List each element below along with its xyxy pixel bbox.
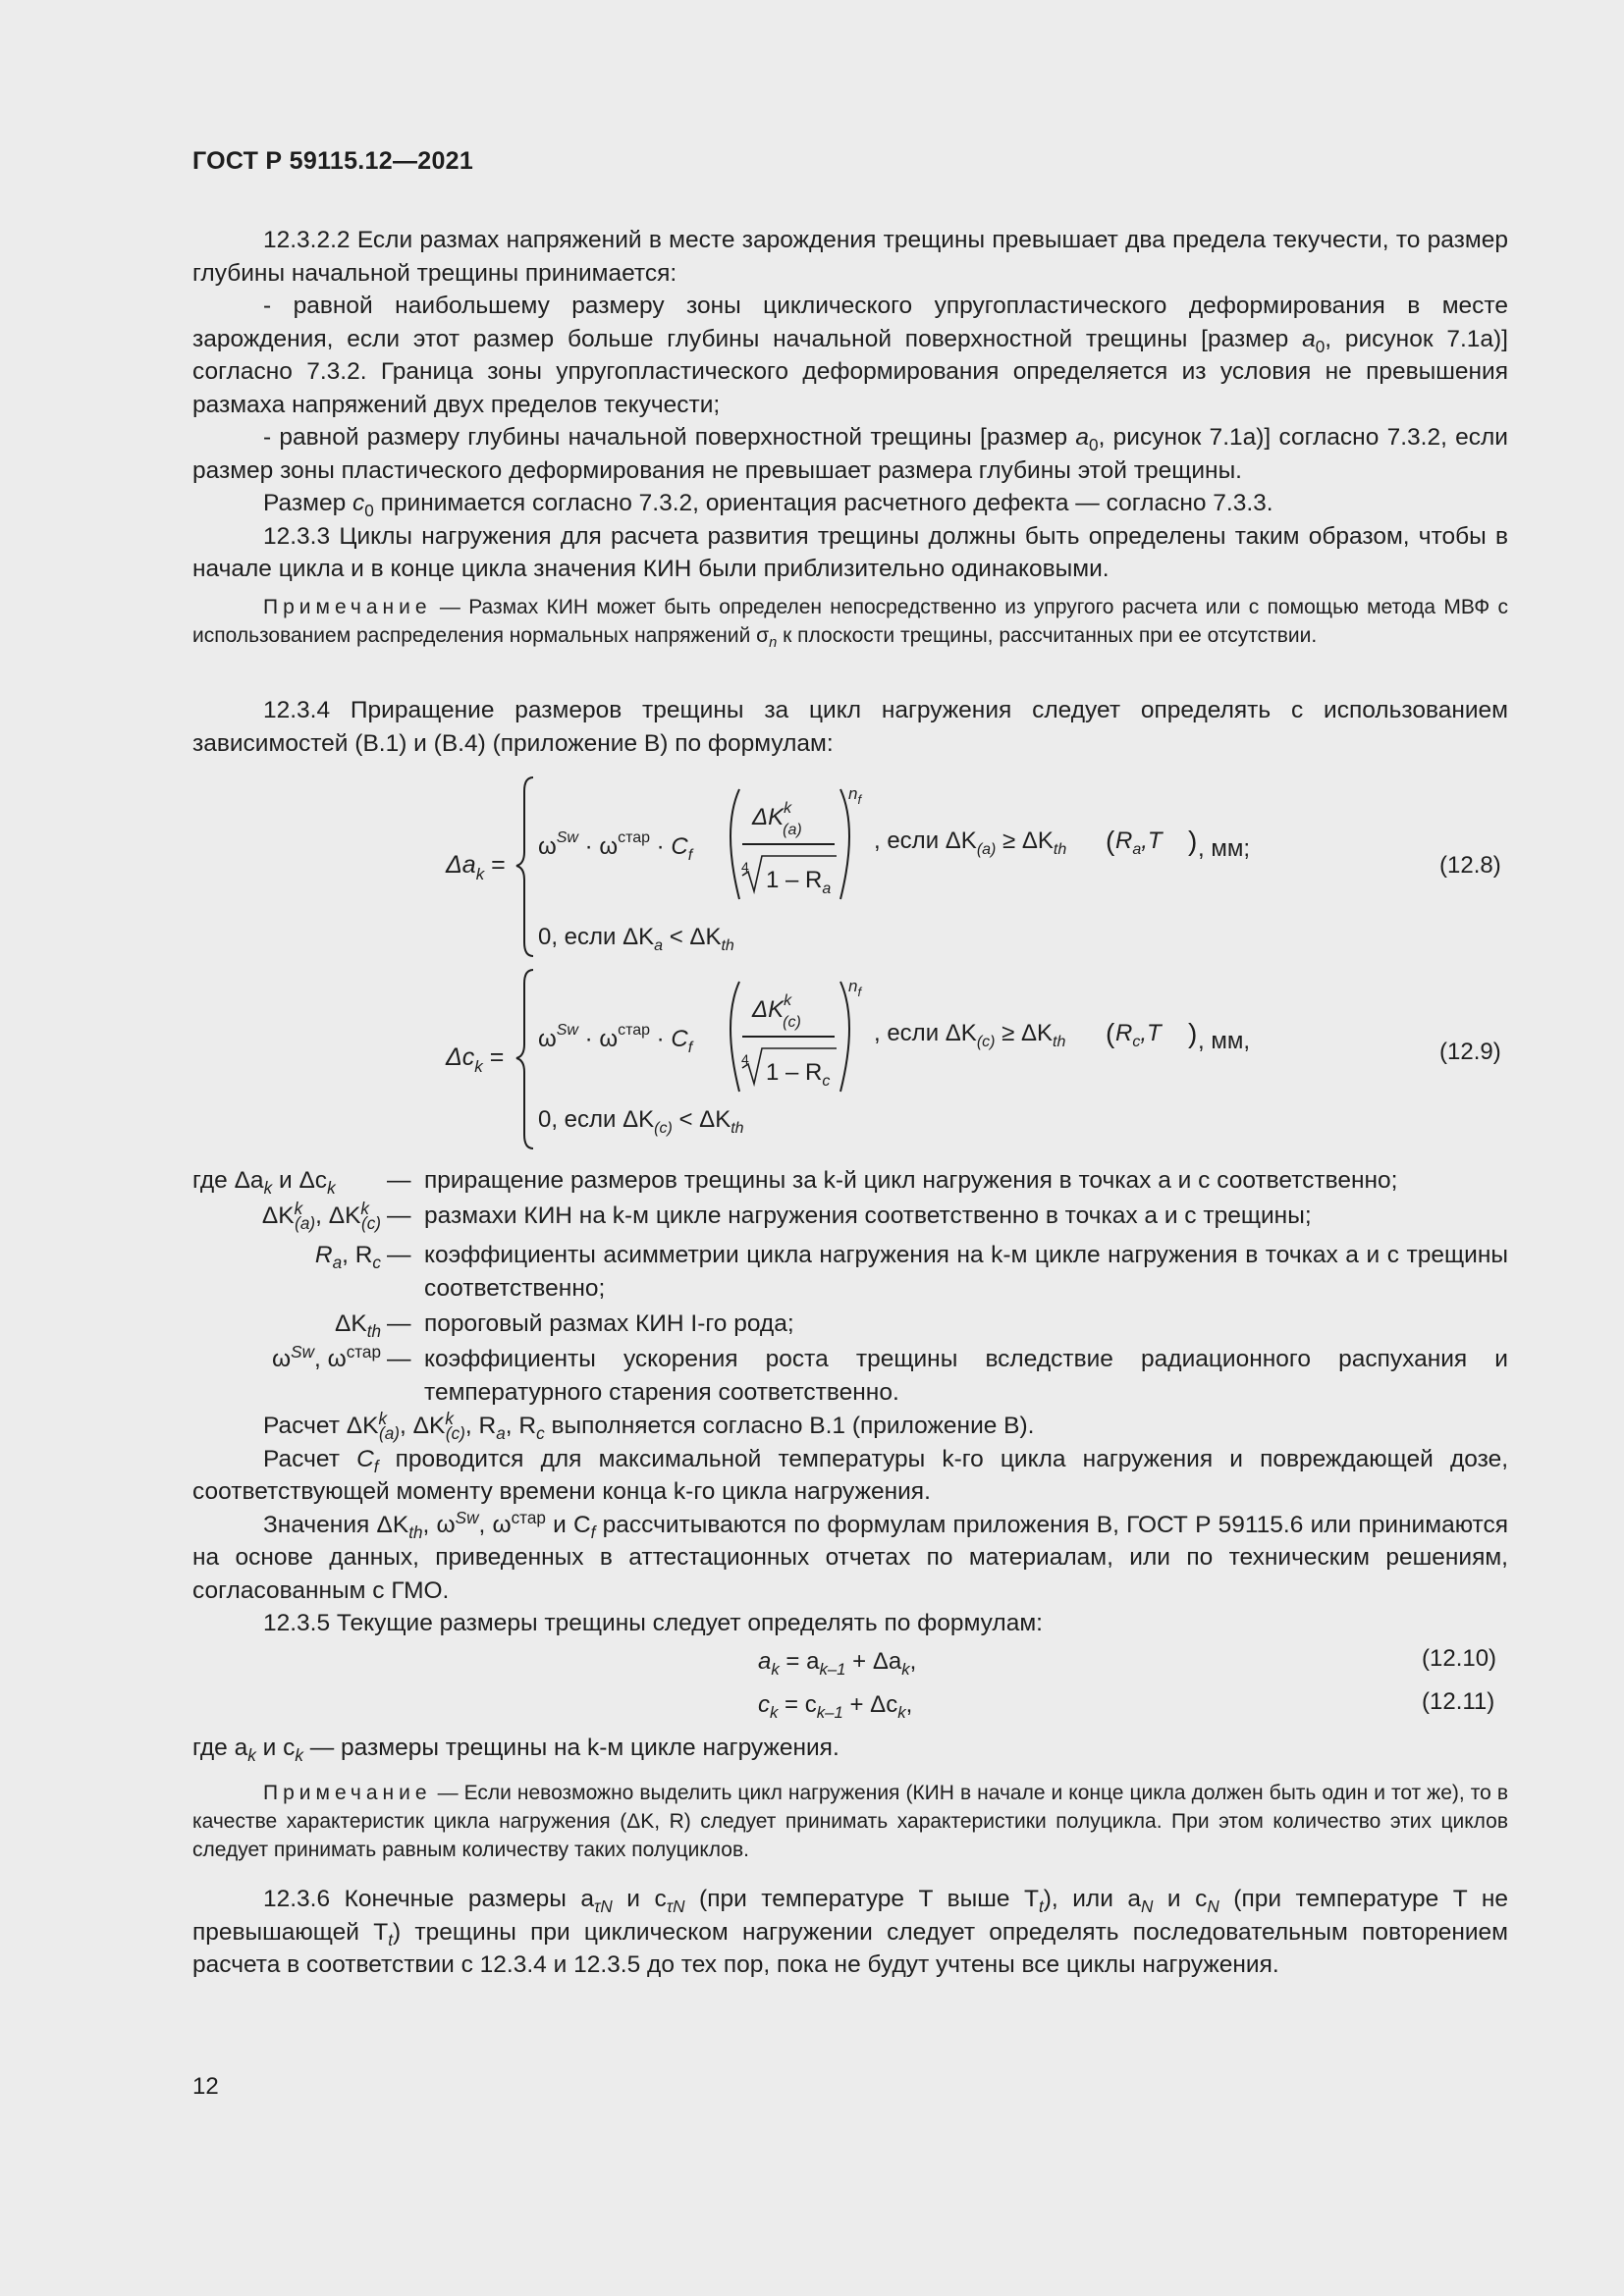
svg-text:Δck =: $\Delta c_k$ = bbox=[446, 1043, 505, 1076]
svg-text:(: ( bbox=[1106, 826, 1115, 856]
note-2: Примечание — Если невозможно выделить цикл нагружения (КИН в начале и конце цикла должен быть один и тот же), то в качестве характеристик цикла нагружения (ΔK, R) следует принимать характеристики полуцикла. При этом количество этих циклов следует принимать равным количеству таких полуциклов. bbox=[192, 1782, 1508, 1861]
paragraph-raschet-1: Расчет $\Delta K^k_{(a)}$, $\Delta K^k_{(c)}$, $R_a$, $R_c$ выполняется согласно В.1 (приложение В). bbox=[263, 1408, 1035, 1443]
formula-number-12-9: (12.9) bbox=[1439, 1039, 1501, 1065]
paragraph-raschet-2: Расчет $C_f$ проводится для максимальной температуры k-го цикла нагружения и повреждающей дозе, соответствующей моменту времени конца k-го цикла нагружения. bbox=[192, 1445, 1509, 1505]
formula-12-10: $a_k = a_{k-1} + \Delta a_k$, bbox=[758, 1648, 917, 1679]
document-header: ГОСТ Р 59115.12—2021 bbox=[192, 147, 474, 175]
paragraph-size-c0: Размер $c_0$ принимается согласно 7.3.2, ориентация расчетного дефекта — согласно 7.3.3. bbox=[263, 490, 1273, 520]
formula-12-11: $c_k = c_{k-1} + \Delta c_k$, bbox=[758, 1691, 913, 1722]
where-symbol: где $\Delta a_k$ и $\Delta c_k$ bbox=[192, 1167, 336, 1198]
svg-text:nf: $n_f$ bbox=[848, 977, 862, 999]
svg-text:ΔKk(a): $\Delta K^k$ (a) bbox=[752, 800, 802, 838]
where-description: пороговый размах КИН I-го рода; bbox=[424, 1310, 794, 1337]
svg-text:4: 4 bbox=[741, 859, 749, 875]
note-label: Примечание bbox=[263, 1782, 432, 1804]
where-symbol: $\Delta K_{th}$ bbox=[334, 1310, 381, 1341]
where-symbol: $\omega^{Sw}$, $\omega^{стар}$ bbox=[272, 1341, 381, 1372]
svg-text:, если ΔK(a) ≥ ΔKth: , если $\Delta K_{(a)} \ge \Delta K_{th}$ bbox=[874, 828, 1067, 858]
paragraph-where-ak: где $a_k$ и $c_k$ — размеры трещины на k-м цикле нагружения. bbox=[192, 1735, 839, 1765]
text-block-3 bbox=[192, 1410, 1508, 1640]
formula-number-12-11: (12.11) bbox=[1422, 1688, 1495, 1715]
svg-text:, если ΔK(c) ≥ ΔKth: , если $\Delta K_{(c)} \ge \Delta K_{th}$ bbox=[874, 1020, 1066, 1050]
paragraph-12-3-3: 12.3.3 Циклы нагружения для расчета развития трещины должны быть определены таким образом, чтобы в начале цикла и в конце цикла значения КИН были приблизительно одинаковыми. bbox=[192, 522, 1508, 582]
text-block-4 bbox=[192, 1732, 1508, 1765]
paragraph-12-3-5: 12.3.5 Текущие размеры трещины следует определять по формулам: bbox=[263, 1610, 1043, 1636]
where-description: коэффициенты асимметрии цикла нагружения на k-м цикле нагружения в точках a и c трещины соответственно; bbox=[424, 1242, 1508, 1302]
text-block-1 bbox=[192, 224, 1508, 586]
svg-text:): ) bbox=[1188, 826, 1198, 856]
svg-text:ωSw · ωстар · Cf: $\omega^{Sw} \cdot \omega^{стар} \cdot C_f$ bbox=[538, 1022, 693, 1056]
formula-12-9 bbox=[432, 962, 1296, 1153]
svg-text:1 – Rc: $1 - R_c$ bbox=[766, 1059, 831, 1090]
svg-text:): ) bbox=[1188, 1018, 1198, 1048]
svg-text:0, если ΔK(c) < ΔKth: 0, если $\Delta K_{(c)} < \Delta K_{th}$ bbox=[538, 1106, 744, 1137]
paragraph-12-3-4: 12.3.4 Приращение размеров трещины за цикл нагружения следует определять с использованием зависимостей (В.1) и (В.4) (приложение В) по формулам: bbox=[192, 697, 1508, 757]
svg-text:ωSw · ωстар · Cf: $\omega^{Sw} \cdot \omega^{стар} \cdot C_f$ bbox=[538, 829, 693, 864]
page-number: 12 bbox=[192, 2073, 219, 2100]
where-description: коэффициенты ускорения роста трещины вследствие радиационного распухания и температурного старения соответственно. bbox=[424, 1346, 1508, 1406]
svg-text:Δak =: $\Delta a_k$ = bbox=[446, 851, 506, 883]
text-block-5 bbox=[192, 1883, 1508, 1982]
where-description: приращение размеров трещины за k-й цикл нагружения в точках a и c соответственно; bbox=[424, 1167, 1398, 1194]
paragraph-12-3-6: 12.3.6 Конечные размеры $a_{\tau N}$ и $c_{\tau N}$ (при температуре T выше $T_t$), или $a_N$ и $c_N$ (при температуре T не превышающей $T_t$) трещины при циклическом нагружении следует определять последовательным повторением расчета в соответствии с 12.3.4 и 12.3.5 до тех пор, пока не будут учтены все циклы нагружения. bbox=[192, 1886, 1509, 1978]
paragraph-option-2: - равной размеру глубины начальной поверхностной трещины [размер $a_0$, рисунок 7.1а)] согласно 7.3.2, если размер зоны пластического деформирования не превышает размера глубины этой трещины. bbox=[192, 424, 1508, 484]
paragraph-values: Значения $\Delta K_{th}$, $\omega^{Sw}$, $\omega^{стар}$ и $C_f$ рассчитываются по формулам приложения В, ГОСТ Р 59115.6 или принимаются на основе данных, приведенных в аттестационных отчетах по материалам, или по техническим решениям, согласованным с ГМО. bbox=[192, 1507, 1508, 1604]
formula-number-12-10: (12.10) bbox=[1422, 1645, 1497, 1672]
svg-text:, мм,: , мм, bbox=[1198, 1028, 1251, 1054]
svg-text:1 – Ra: $1 - R_a$ bbox=[766, 867, 832, 897]
formula-number-12-8: (12.8) bbox=[1439, 852, 1501, 879]
text-block-2 bbox=[192, 694, 1508, 760]
formula-12-8 bbox=[432, 770, 1296, 961]
svg-text:0, если ΔKa < ΔKth: 0, если $\Delta K_a < \Delta K_{th}$ bbox=[538, 924, 734, 954]
note-label: Примечание bbox=[263, 596, 432, 618]
where-description: размахи КИН на k-м цикле нагружения соответственно в точках a и c трещины; bbox=[424, 1202, 1312, 1229]
svg-text:Ra,T: $R_a,T$ bbox=[1115, 828, 1163, 858]
paragraph-12-3-2-2: 12.3.2.2 Если размах напряжений в месте зарождения трещины превышает два предела текучести, то размер глубины начальной трещины принимается: bbox=[192, 227, 1508, 287]
document-page: ГОСТ Р 59115.12—2021 12.3.2.2 Если размах напряжений в месте зарождения трещины превышает два предела текучести, то размер глубины начальной трещины принимается: - равной наибольшему размеру зоны циклического упругопластического деформирования в месте зарождения, если этот размер больше глубины начальной поверхностной трещины [размер $a_0$, рисунок 7.1а)] согласно 7.3.2. Граница зоны упругопластического деформирования определяется из условия не превышения размаха напряжений двух пределов текучести; - равной размеру глубины начальной поверхностной трещины [размер $a_0$, рисунок 7.1а)] согласно 7.3.2, если размер зоны пластического деформирования не превышает размера глубины этой трещины. Размер $c_0$ принимается согласно 7.3.2, ориентация расчетного дефекта — согласно 7.3.3. 12.3.3 Циклы нагружения для расчета развития трещины должны быть определены таким образом, чтобы в начале цикла и в конце цикла значения КИН были приблизительно одинаковыми. Примечание — Размах КИН может быть определен непосредственно из упругого расчета или с помощью метода МВФ с использованием распределения нормальных напряжений $\sigma_n$ к плоскости трещины, рассчитанных при ее отсутствии. 12.3.4 Приращение размеров трещины за цикл нагружения следует определять с использованием зависимостей (В.1) и (В.4) (приложение В) по формулам: $\Delta a_k$ = $\omega^{Sw} \cdot \omega^{стар} \cdot C_f$ $\Delta K^k$ (a) 4 $1 - R_a$ $n_f$ , если $\Delta K_{(a)} \ge \Delta K_{th}$ ( $R_a,T$ ) , мм; 0, если $\Delta K_a < \Delta K_{th}$ (12.8) $\Delta c_k$ = $\omega^{Sw} \cdot \omega^{стар} \cdot C_f$ $\Delta K^k$ (c) 4 $1 - R_c$ $n_f$ , если $\Delta K_{(c)} \ge \Delta K_{th}$ ( $R_c,T$ ) , мм, 0, если $\Delta K_{(c)} < \Delta K_{th}$ (12.9) где $\Delta a_k$ и $\Delta c_k$ — приращение размеров трещины за k-й цикл нагружения в точках a и c соответственно; $\Delta K^k_{(a)}$, $\Delta K^k_{(c)}$ — размахи КИН на k-м цикле нагружения соответственно в точках a и c трещины; $R_a$, $R_c$ — коэффициенты асимметрии цикла нагружения на k-м цикле нагружения в точках a и c трещины соответственно; $\Delta K_{th}$ — пороговый размах КИН I-го рода; $\omega^{Sw}$, $\omega^{стар}$ — коэффициенты ускорения роста трещины вследствие радиационного распухания и температурного старения соответственно. Расчет $\Delta K^k_{(a)}$, $\Delta K^k_{(c)}$, $R_a$, $R_c$ выполняется согласно В.1 (приложение В). Расчет $C_f$ проводится для максимальной температуры k-го цикла нагружения и повреждающей дозе, соответствующей моменту времени конца k-го цикла нагружения. Значения $\Delta K_{th}$, $\omega^{Sw}$, $\omega^{стар}$ и $C_f$ рассчитываются по формулам приложения В, ГОСТ Р 59115.6 или принимаются на основе данных, приведенных в аттестационных отчетах по материалам, или по техническим решениям, согласованным с ГМО. 12.3.5 Текущие размеры трещины следует определять по формулам: $a_k = a_{k-1} + \Delta a_k$, (12.10) $c_k = c_{k-1} + \Delta c_k$, (12.11) где $a_k$ и $c_k$ — размеры трещины на k-м цикле нагружения. Примечание — Если невозможно выделить цикл нагружения (КИН в начале и конце цикла должен быть один и тот же), то в качестве характеристик цикла нагружения (ΔK, R) следует принимать характеристики полуцикла. При этом количество этих циклов следует принимать равным количеству таких полуциклов. 12.3.6 Конечные размеры $a_{\tau N}$ и $c_{\tau N}$ (при температуре T выше $T_t$), или $a_N$ и $c_N$ (при температуре T не превышающей $T_t$) трещины при циклическом нагружении следует определять последовательным повторением расчета в соответствии с 12.3.4 и 12.3.5 до тех пор, пока не будут учтены все циклы нагружения. 12 bbox=[192, 147, 1509, 2100]
svg-text:4: 4 bbox=[741, 1051, 749, 1067]
svg-text:, мм;: , мм; bbox=[1198, 835, 1251, 862]
svg-text:ΔKk(c): $\Delta K^k$ (c) bbox=[752, 992, 801, 1031]
svg-text:Rc,T: $R_c,T$ bbox=[1115, 1020, 1162, 1050]
svg-text:nf: $n_f$ bbox=[848, 784, 862, 807]
svg-text:(: ( bbox=[1106, 1018, 1115, 1048]
paragraph-option-1: - равной наибольшему размеру зоны циклического упругопластического деформирования в месте зарождения, если этот размер больше глубины начальной поверхностной трещины [размер $a_0$, рисунок 7.1а)] согласно 7.3.2. Граница зоны упругопластического деформирования определяется из условия не превышения размаха напряжений двух пределов текучести; bbox=[192, 293, 1508, 418]
where-symbol: $R_a$, $R_c$ bbox=[314, 1242, 381, 1272]
note-1: Примечание — Размах КИН может быть определен непосредственно из упругого расчета или с помощью метода МВФ с использованием распределения нормальных напряжений $\sigma_n$ к плоскости трещины, рассчитанных при ее отсутствии. bbox=[192, 596, 1508, 652]
where-symbol: $\Delta K^k_{(a)}$, $\Delta K^k_{(c)}$ bbox=[261, 1198, 381, 1233]
